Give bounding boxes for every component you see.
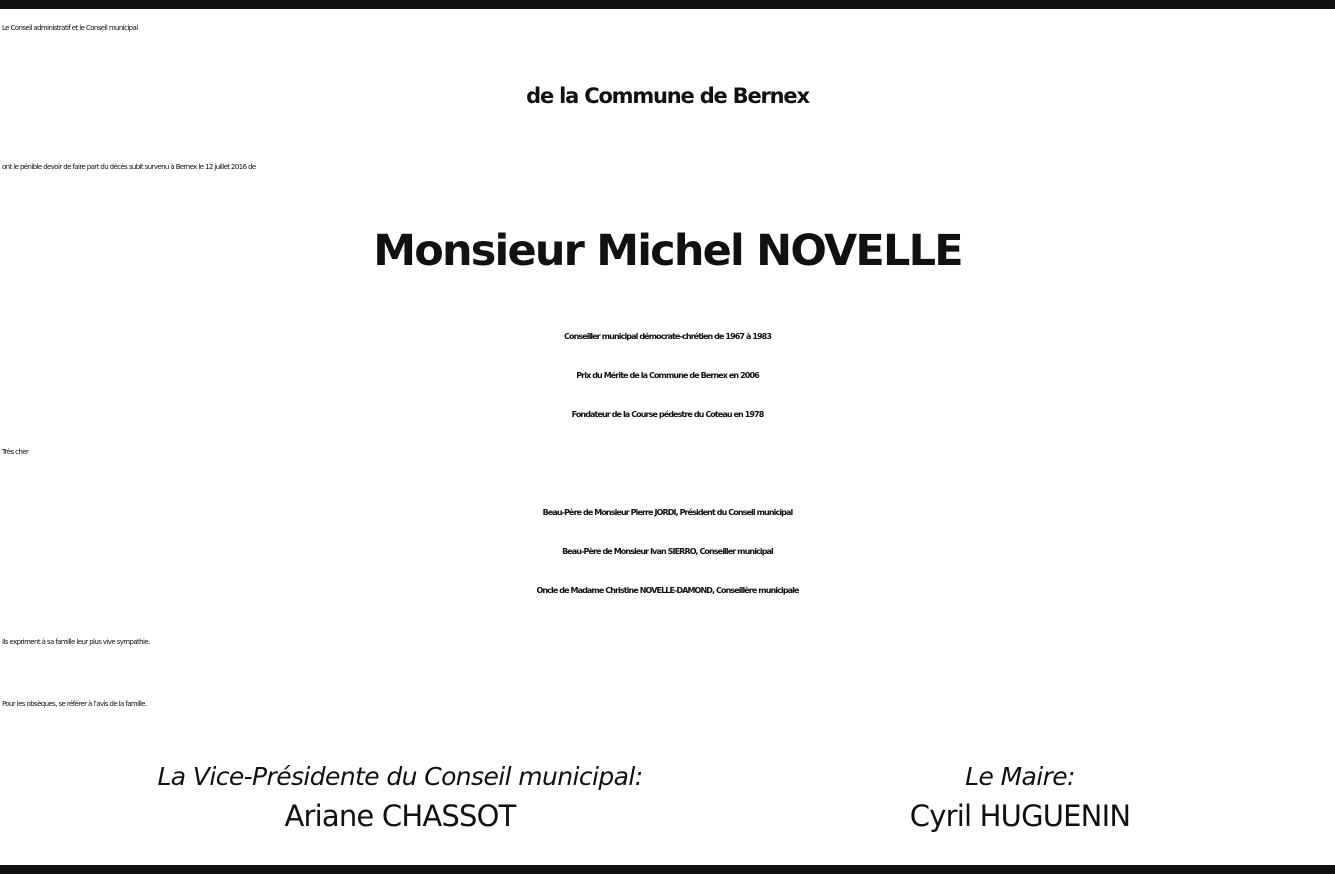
relation-line: Beau-Père de Monsieur Ivan SIERRO, Conseiller municipal xyxy=(562,547,773,556)
signature-name: Cyril HUGUENIN xyxy=(909,799,1131,833)
signature-title: Le Maire: xyxy=(965,762,1075,791)
titles-block xyxy=(0,317,1335,434)
funeral-note: Pour les obsèques, se référer à l’avis de la famille. xyxy=(2,700,147,708)
title-line: Prix du Mérite de la Commune de Bernex en 2006 xyxy=(576,371,759,380)
title-line: Fondateur de la Course pédestre du Coteau en 1978 xyxy=(571,410,764,419)
announcement-text: ont le pénible devoir de faire part du décès subit survenu à Bernex le 12 juillet 2016 de xyxy=(2,163,256,171)
signature-mayor xyxy=(870,762,1170,833)
relations-block xyxy=(0,493,1335,610)
deceased-name: Monsieur Michel NOVELLE xyxy=(373,226,962,276)
signature-name: Ariane CHASSOT xyxy=(284,799,516,833)
signature-vice-president xyxy=(100,762,700,833)
intro-text: Le Conseil administratif et le Conseil municipal xyxy=(2,24,138,32)
sympathy-text: Ils expriment à sa famille leur plus vive sympathie. xyxy=(2,638,150,646)
signature-title: La Vice-Présidente du Conseil municipal: xyxy=(157,762,643,791)
relation-intro: Très cher xyxy=(2,448,29,456)
title-line: Conseiller municipal démocrate-chrétien de 1967 à 1983 xyxy=(564,332,771,341)
relation-line: Beau-Père de Monsieur Pierre JORDI, Président du Conseil municipal xyxy=(542,508,793,517)
bottom-border-rule xyxy=(0,865,1335,874)
commune-heading: de la Commune de Bernex xyxy=(526,84,809,108)
relation-line: Oncle de Madame Christine NOVELLE-DAMOND, Conseillère municipale xyxy=(536,586,799,595)
top-border-rule xyxy=(0,0,1335,9)
